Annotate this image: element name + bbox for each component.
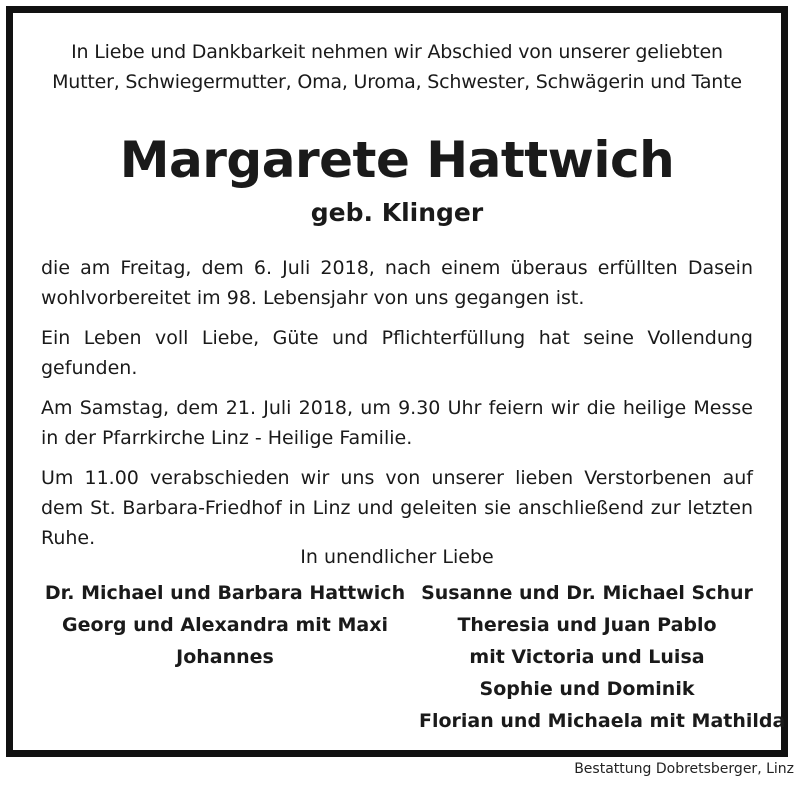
paragraph-burial: Um 11.00 verabschieden wir uns von unserer lieben Verstorbenen auf dem St. Barbara-Friedhof in Linz und geleiten sie anschließend zur letzten Ruhe. xyxy=(41,467,753,549)
obituary-frame xyxy=(6,6,788,757)
mourner-line: Sophie und Dominik xyxy=(479,678,695,700)
intro-text xyxy=(41,37,753,97)
paragraph-life: Ein Leben voll Liebe, Güte und Pflichterfüllung hat seine Vollendung gefunden. xyxy=(41,327,753,379)
mourners-right-column xyxy=(419,577,786,737)
mourner-line: Theresia und Juan Pablo xyxy=(457,614,717,636)
mourner-line: Georg und Alexandra mit Maxi xyxy=(61,614,388,636)
paragraph-passing: die am Freitag, dem 6. Juli 2018, nach einem überaus erfüllten Dasein wohlvorbereitet im 98. Lebensjahr von uns gegangen ist. xyxy=(41,257,753,309)
mourner-line: Johannes xyxy=(176,646,274,668)
signoff: In unendlicher Liebe xyxy=(300,546,494,568)
mourners-left-column xyxy=(43,577,407,673)
paragraph-mass: Am Samstag, dem 21. Juli 2018, um 9.30 Uhr feiern wir die heilige Messe in der Pfarrkirche Linz - Heilige Familie. xyxy=(41,397,753,449)
mourner-line: Florian und Michaela mit Mathilda xyxy=(419,710,786,732)
mourner-line: Dr. Michael und Barbara Hattwich xyxy=(44,582,406,604)
mourner-line: mit Victoria und Luisa xyxy=(469,646,705,668)
intro-line-1: In Liebe und Dankbarkeit nehmen wir Abschied von unserer geliebten xyxy=(71,41,723,63)
maiden-name: geb. Klinger xyxy=(310,198,484,227)
deceased-name: Margarete Hattwich xyxy=(119,131,675,189)
obituary-content xyxy=(41,13,786,750)
obituary-body xyxy=(41,253,753,563)
mourner-line: Susanne und Dr. Michael Schur xyxy=(421,582,753,604)
intro-line-2: Mutter, Schwiegermutter, Oma, Uroma, Schwester, Schwägerin und Tante xyxy=(52,71,742,93)
funeral-home-credit: Bestattung Dobretsberger, Linz xyxy=(574,761,794,777)
